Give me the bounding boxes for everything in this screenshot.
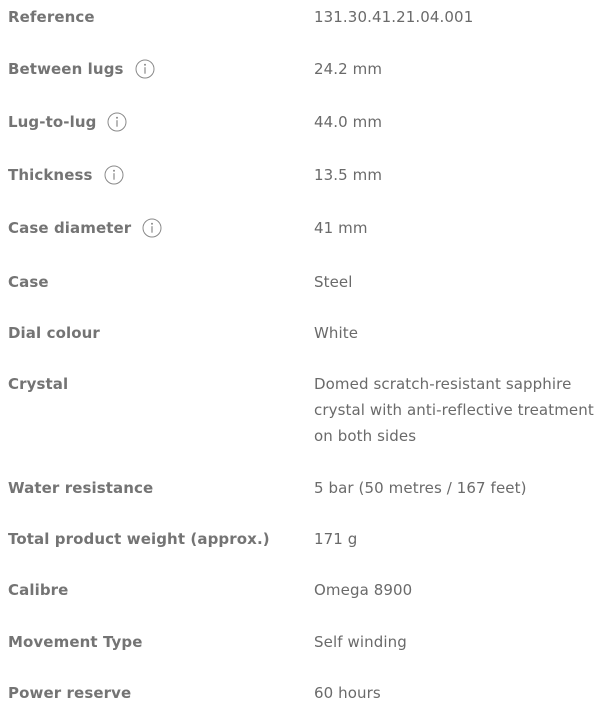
spec-label: Total product weight (approx.) (8, 530, 270, 548)
spec-label: Between lugs (8, 59, 155, 79)
spec-label: Thickness (8, 165, 124, 185)
spec-label: Crystal (8, 375, 69, 393)
spec-value: Self winding (314, 633, 407, 651)
spec-label: Water resistance (8, 479, 154, 497)
spec-value: 44.0 mm (314, 113, 383, 131)
spec-value: 24.2 mm (314, 60, 383, 78)
spec-value: White (314, 324, 359, 342)
spec-label: Dial colour (8, 324, 100, 342)
spec-value: 171 g (314, 530, 358, 548)
spec-label: Movement Type (8, 633, 143, 651)
spec-label: Power reserve (8, 684, 132, 702)
spec-value: 13.5 mm (314, 166, 383, 184)
info-icon[interactable] (104, 165, 124, 185)
spec-value: 5 bar (50 metres / 167 feet) (314, 479, 527, 497)
spec-value: Domed scratch-resistant sapphire crystal with anti-reflective treatment on both sides (314, 375, 594, 445)
spec-label: Calibre (8, 581, 69, 599)
spec-value: Omega 8900 (314, 581, 413, 599)
spec-value: Steel (314, 273, 353, 291)
spec-value: 60 hours (314, 684, 381, 702)
spec-label: Case (8, 273, 49, 291)
info-icon[interactable] (142, 218, 162, 238)
spec-label: Lug-to-lug (8, 112, 127, 132)
spec-value: 131.30.41.21.04.001 (314, 8, 474, 26)
spec-label: Reference (8, 8, 95, 26)
info-icon[interactable] (135, 59, 155, 79)
spec-value: 41 mm (314, 219, 368, 237)
info-icon[interactable] (107, 112, 127, 132)
spec-label: Case diameter (8, 218, 162, 238)
